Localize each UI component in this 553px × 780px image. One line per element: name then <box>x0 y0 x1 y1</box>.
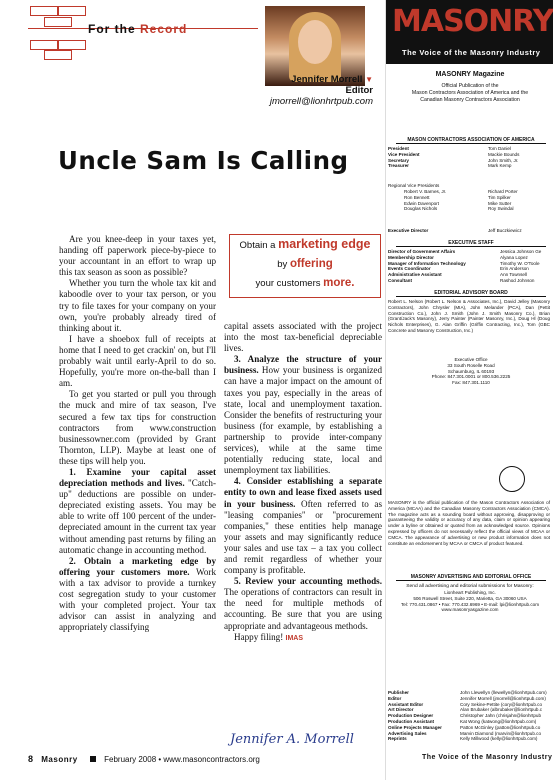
triangle-icon: ▼ <box>365 75 373 84</box>
closing: Happy filing! IMAS <box>234 631 304 642</box>
page-footer <box>28 754 260 764</box>
board-text: Robert L. Nelson (Robert L. Nelson & Associates, Inc.), David Jelley (Masonry Contractors), John Chrysler (MIA), John Melander (PCA), Dan (Pettit Construction Co.), John J. Smith (John J. Smith Masonry Co.), Brian (Grant/Jack's Masonry), Jerry Painter (Painter Masonry, Inc.), Doug Hl (Doug Nichols Enterprises), G. Alan Griffin (Griffin Contracting, Inc.), Tom (GBC Concrete and Masonry Construction, Inc.) <box>388 299 550 333</box>
masonry-logo: MASONRY <box>392 4 553 39</box>
tip-4: 4. Consider establishing a separate entity to own and lease fixed assets used in your business. Often referred to as "leasing companies" or "procurement companies," these entities help manage your assets and may significantly reduce your sales and use tax – a tax you collect and remit regardless of whether your company is profitable. <box>224 476 383 576</box>
submissions-line: Send all advertising and editorial submissions for Masonry: <box>406 584 534 589</box>
square-icon <box>90 756 96 762</box>
paragraph: To get you started or pull you through the muck and mire of tax season, I've secured a few tax tips for construction contractors from www.construction businessowner.com (provided by Grant Thornton, LLP). Maybe at least one of these tips will help you. <box>59 389 216 466</box>
rvp-right: Richard Porter Tim Spilker Mike Sutter Roy Swindal <box>488 189 518 212</box>
masthead-tagline: The Voice of the Masonry Industry <box>402 48 541 57</box>
masthead-banner <box>386 0 553 64</box>
page-number: 8 <box>28 754 34 764</box>
official-publication: Official Publication of the Mason Contractors Association of America and the Canadian Masonry Contractors Association <box>411 83 529 103</box>
masthead-sidebar <box>385 0 553 780</box>
officers-list: President Tom Daniel Vice President Mackie Bounds Secretary John Smith, Jr. Treasurer Mark Kemp <box>388 146 520 169</box>
publisher-address: Lionheart Publishing, Inc. 506 Roswell Street, Suite 220, Marietta, GA 30060 USA Tel: 770.431.0867 • Fax: 770.432.6969 • E-mail: lpi@lionhrtpub.com www.masonryasgazine.com <box>400 590 540 613</box>
rvp-left: Robert V. Barnes, Jr. Ron Bennett Edwin Davenport Douglas Nichols <box>404 189 447 212</box>
tip-5: 5. Review your accounting methods. The operations of contractors can result in the need for multiple methods of accounting. Be sure that you are using appropriate and advantageous methods. <box>224 576 382 631</box>
editor-credit <box>270 74 373 107</box>
executive-office: Executive Office 33 South Roselle Road Schaumburg, IL 60193 Phone: 847.301.0001 or 800.536.2225 Fax: 847.301.1110 <box>431 357 511 386</box>
advertising-heading: MASONRY ADVERTISING AND EDITORIAL OFFICE <box>396 574 546 581</box>
article-title: Uncle Sam Is Calling <box>58 146 349 175</box>
footer-magazine: Masonry <box>41 755 78 764</box>
board-heading: EDITORIAL ADVISORY BOARD <box>396 290 546 297</box>
paragraph: Are you knee-deep in your taxes yet, handing off paperwork piece-by-piece to your accountant in an effort to wrap up this tax season as soon as possible? <box>59 234 216 278</box>
magazine-name: MASONRY Magazine <box>435 71 505 78</box>
editor-name: Jennifer Morrell <box>291 74 363 85</box>
editor-signature: Jennifer A. Morrell <box>230 732 354 747</box>
tip-1: 1. Examine your capital asset depreciation methods and lives. "Catch-up" deductions are possible on under-depreciated existing assets. You may be able to write off 100 percent of the under-depreciated amount in the current tax year without amending past returns by filing an automatic change in accounting method. <box>59 466 216 555</box>
disclaimer: MASONRY is the official publication of the Mason Contractors Association of America (MCAA) and the Canadian Masonry Contractors Association (CMCA). The magazine acts as a sounding board without approving, disapproving or guaranteeing the validity or accuracy of any data, claim or opinion appearing under a byline or obtained or quoted from an acknowledged source. Opinions expressed by officers do not necessarily reflect the official views of MCAA or CMCA. The appearance of advertising or new product information does not constitute an endorsement by MCAA or CMCA of product featured. <box>388 500 550 546</box>
executive-director: Executive Director Jeff Buczkiewicz <box>388 228 522 233</box>
publisher-staff-list: Publisher John Llewellyn (llewellyn@lionhrtpub.com) Editor Jennifer Morrell (jmorrell@lionhrtpub.com) Assistant Editor Cory Sekine-Pettite (cory@lionhrtpub.co Art Director Alan Brubaker (albrubaker@lionhrtpub.c Production Designer Christopher Jahn (chrisjahn@lionhrtpub Production Assistant Kat Wong (katwong@lionhrtpub.com) Online Projects Manager Patton McGinley (patton@lionhrtpub.co Advertising Sales Marvin Diamond (marvin@lionhrtpub.co Reprints Kelly Millwood (kelly@lionhrtpub.com) <box>388 690 547 742</box>
article-column-1 <box>59 234 216 633</box>
association-seal <box>499 466 525 492</box>
mcaa-heading: MASON CONTRACTORS ASSOCIATION OF AMERICA <box>396 137 546 144</box>
article-column-2 <box>224 321 382 644</box>
end-mark: IMAS <box>285 634 304 642</box>
pull-quote: Obtain a marketing edge by offering your customers more. <box>229 234 381 298</box>
section-label: For the Record <box>88 22 188 36</box>
paragraph: Whether you turn the whole tax kit and kaboodle over to your tax person, or you try to file taxes for your company on your own, you're probably already tired of thinking about it. <box>59 278 216 333</box>
editor-title: Editor <box>345 85 373 96</box>
footer-issue: February 2008 • www.masoncontractors.org <box>104 755 260 764</box>
staff-list: Director of Government Affairs Jessica Johnson Ge Membership Director Alyana Lopez Manager of Information Technology Timothy W. O'Toole Events Coordinator Erin Anderson Administrative Assistant Ann Townsell Consultant Rashod Johnson <box>388 249 542 283</box>
sidebar-footer: The Voice of the Masonry Industry <box>422 754 553 761</box>
editor-email: jmorrell@lionhrtpub.com <box>269 96 373 107</box>
paragraph: I have a shoebox full of receipts at home that I need to get crackin' on, but I'll probably wait until early-April to do so. Hopefully, you're more on-the-ball than I am. <box>59 333 216 389</box>
paragraph: capital assets associated with the project into the most tax-beneficial depreciable lives. <box>224 321 382 354</box>
rvp-heading: Regional Vice Presidents <box>388 183 440 188</box>
tip-3: 3. Analyze the structure of your business. How your business is organized can have a major impact on the amount of taxes you pay, especially in the areas of state, local and unemployment taxation. Consider the benefits of restructuring your business (for example, by establishing a partnership to provide inter-company services), while at the same time potentially reducing state, local and unemployment tax liabilities. <box>224 354 382 476</box>
tip-2: 2. Obtain a marketing edge by offering your customers more. Work with a tax advisor to provide a turnkey cost segregation study to your customer with your completed project. Your tax advisor can assist in analyzing and appropriately classifying <box>59 555 216 633</box>
staff-heading: EXECUTIVE STAFF <box>396 240 546 247</box>
